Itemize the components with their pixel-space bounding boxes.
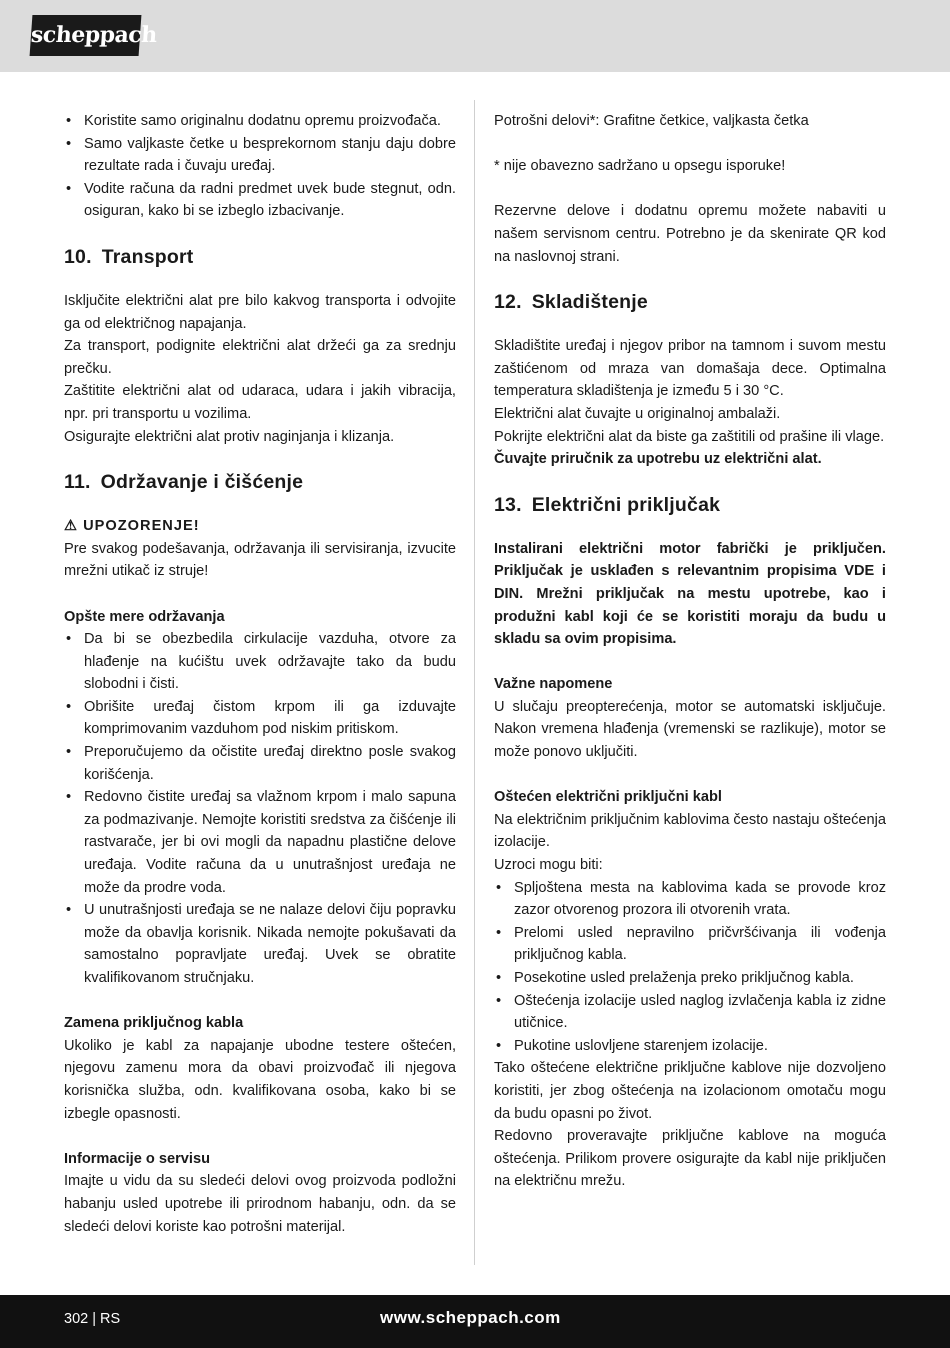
list-item: • Redovno čistite uređaj sa vlažnom krpom i malo sapuna za podmazivanje. Nemojte koristiti sredstva za čišćenje ili rastvarače, jer bi ovi mogli da napadnu plastične delove uređaja. Vodite računa da u unutrašnjost uređaja ne može da prodre voda.	[64, 786, 456, 899]
section-title: Električni priključak	[531, 493, 721, 516]
section-number: 11.	[64, 471, 91, 494]
section-heading-storage	[494, 289, 886, 315]
maintenance-bullet-list	[64, 628, 456, 990]
page-header	[0, 0, 950, 72]
paragraph: Za transport, podignite električni alat držeći ga za srednju prečku.	[64, 338, 456, 377]
section-number: 13.	[494, 493, 522, 516]
paragraph: Zaštitite električni alat od udaraca, udara i jakih vibracija, npr. pri transportu u vozilima.	[64, 383, 456, 422]
intro-bullet-list	[64, 110, 456, 223]
subheading-service-info: Informacije o servisu	[64, 1150, 210, 1167]
paragraph: Skladištite uređaj i njegov pribor na tamnom i suvom mestu zaštićenom od mraza van domašaja dece. Optimalna temperatura skladištenja je između 5 i 30 °C.	[494, 338, 886, 400]
section-number: 10.	[64, 245, 92, 268]
paragraph: Električni alat čuvajte u originalnoj ambalaži.	[494, 405, 781, 422]
paragraph: Isključite električni alat pre bilo kakvog transporta i odvojite ga od električnog napajanja.	[64, 292, 456, 332]
bold-note: Čuvajte priručnik za upotrebu uz električni alat.	[494, 451, 822, 468]
section-title: Održavanje i čišćenje	[100, 471, 304, 494]
list-item: • Spljoštena mesta na kablovima kada se provode kroz zazor otvorenog prozora ili otvorenih vrata.	[494, 877, 886, 922]
warning-label: ⚠ UPOZORENJE!	[64, 518, 200, 535]
warning-text: Pre svakog podešavanja, održavanja ili servisiranja, izvucite mrežni utikač iz struje!	[64, 540, 456, 580]
list-item: • Vodite računa da radni predmet uvek bude stegnut, odn. osiguran, kako bi se izbeglo izbacivanje.	[64, 178, 456, 223]
section-heading-maintenance	[64, 469, 456, 495]
list-item: • Da bi se obezbedila cirkulacije vazduha, otvore za hlađenje na kućištu uvek održavajte tako da budu slobodni i čisti.	[64, 628, 456, 696]
list-item: • Preporučujemo da očistite uređaj direktno posle svakog korišćenja.	[64, 741, 456, 786]
column-divider	[474, 100, 475, 1265]
paragraph: Imajte u vidu da su sledeći delovi ovog proizvoda podložni habanju usled upotrebe ili prirodnom habanju, odn. da se sledeći delovi koriste kao potrošni materijal.	[64, 1173, 456, 1235]
section-heading-electrical	[494, 492, 886, 518]
left-column	[64, 110, 456, 1238]
subheading-cable-replacement: Zamena priključnog kabla	[64, 1015, 244, 1032]
paragraph: Na električnim priključnim kablovima često nastaju oštećenja izolacije.	[494, 811, 886, 851]
paragraph: Tako oštećene električne priključne kablove nije dozvoljeno koristiti, jer zbog oštećenja na izolacionom omotaču mogu da budu opasni po život.	[494, 1060, 886, 1122]
paragraph: Rezervne delove i dodatnu opremu možete nabaviti u našem servisnom centru. Potrebno je da skenirate QR kod na naslovnoj strani.	[494, 203, 886, 265]
right-column	[494, 110, 886, 1193]
paragraph: * nije obavezno sadržano u opsegu isporuke!	[494, 158, 786, 175]
section-heading-transport	[64, 244, 456, 270]
list-item: • Koristite samo originalnu dodatnu opremu proizvođača.	[64, 110, 456, 133]
page-footer	[0, 1295, 950, 1348]
paragraph: U slučaju preopterećenja, motor se automatski isključuje. Nakon vremena hlađenja (vremenski se razlikuje), motor se može ponovo uključiti.	[494, 698, 886, 761]
list-item: • Samo valjkaste četke u besprekornom stanju daju dobre rezultate rada i čuvaju uređaj.	[64, 133, 456, 178]
scheppach-logo: scheppach	[30, 15, 142, 56]
paragraph: Uzroci mogu biti:	[494, 857, 603, 874]
subheading-damaged-cable: Oštećen električni priključni kabl	[494, 789, 722, 806]
causes-bullet-list	[494, 877, 886, 1058]
section-title: Skladištenje	[531, 291, 648, 314]
website-link[interactable]: www.scheppach.com	[380, 1308, 561, 1327]
paragraph: Osigurajte električni alat protiv naginjanja i klizanja.	[64, 428, 395, 445]
list-item: • Posekotine usled prelaženja preko priključnog kabla.	[494, 967, 886, 990]
section-number: 12.	[494, 291, 522, 314]
list-item: • Obrišite uređaj čistom krpom ili ga izduvajte komprimovanim vazduhom pod niskim pritiskom.	[64, 696, 456, 741]
page-number: 302 | RS	[64, 1311, 121, 1327]
subheading-general-maintenance: Opšte mere održavanja	[64, 608, 225, 625]
subheading-important-notes: Važne napomene	[494, 676, 613, 693]
paragraph: Potrošni delovi*: Grafitne četkice, valjkasta četka	[494, 113, 809, 129]
paragraph: Redovno proveravajte priključne kablove na moguća oštećenja. Prilikom provere osigurajte da kabl nije priključen na električnu mrežu.	[494, 1128, 886, 1190]
list-item: • Prelomi usled nepravilno pričvršćivanja ili vođenja priključnog kabla.	[494, 922, 886, 967]
section-title: Transport	[101, 245, 194, 268]
paragraph: Pokrijte električni alat da biste ga zaštitili od prašine ili vlage.	[494, 428, 885, 445]
paragraph: Ukoliko je kabl za napajanje ubodne testere oštećen, njegovu zamenu mora da obavi proizvođač ili njegova korisnička služba, odn. kvalifikovana osoba, kako bi se izbegle opasnosti.	[64, 1037, 456, 1122]
list-item: • Pukotine uslovljene starenjem izolacije.	[494, 1035, 886, 1058]
list-item: • U unutrašnjosti uređaja se ne nalaze delovi čiju popravku može da obavlja korisnik. Nikada nemojte pokušavati da samostalno popravljate uređaj. Uvek se obratite kvalifikovanom stručnjaku.	[64, 899, 456, 989]
list-item: • Oštećenja izolacije usled naglog izvlačenja kabla iz zidne utičnice.	[494, 990, 886, 1035]
bold-paragraph: Instalirani električni motor fabrički je priključen. Priključak je usklađen s relevantnim propisima VDE i DIN. Mrežni priključak na mestu upotrebe, kao i produžni kabl koji će se koristiti moraju da budu u skladu sa ovim propisima.	[494, 540, 886, 648]
